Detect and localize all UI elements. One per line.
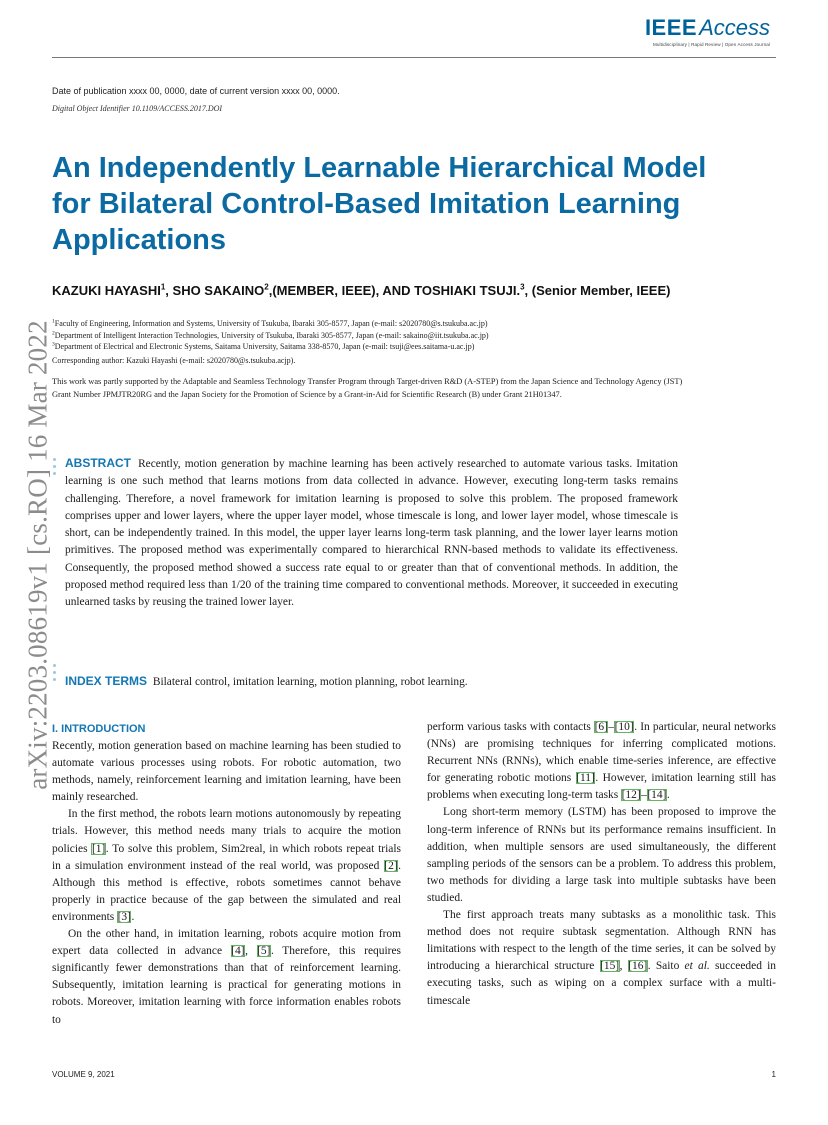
index-terms-dots-decoration: [53, 664, 56, 685]
footer-volume: VOLUME 9, 2021: [52, 1070, 115, 1079]
header-rule: [52, 57, 776, 58]
journal-masthead: [630, 16, 770, 47]
abstract-dots-decoration: [53, 458, 56, 479]
section-heading-introduction: I. INTRODUCTION: [52, 723, 146, 735]
index-terms-text: Bilateral control, imitation learning, motion planning, robot learning.: [152, 676, 468, 688]
doi: Digital Object Identifier 10.1109/ACCESS.2017.DOI: [52, 104, 223, 113]
citation-link[interactable]: [3]: [117, 910, 131, 923]
footer-page-number: 1: [771, 1070, 776, 1079]
paragraph: On the other hand, in imitation learning, robots acquire motion from expert data collected in advance [4], [5]. Therefore, this requires significantly fewer demonstrations than that of reinforcement learning. Subsequently, imitation learning is practical for generating motions in robots. Moreover, imitation learning with force information enables robots to: [52, 928, 401, 1026]
publication-date: Date of publication xxxx 00, 0000, date of current version xxxx 00, 0000.: [52, 86, 340, 96]
journal-tagline: Multidisciplinary | Rapid Review | Open Access Journal: [652, 42, 770, 47]
citation-link[interactable]: [4]: [231, 945, 245, 958]
citation-link[interactable]: [2]: [384, 859, 398, 872]
citation-link[interactable]: [16]: [628, 960, 648, 973]
index-terms-heading: INDEX TERMS: [65, 674, 148, 688]
corresponding-author: Corresponding author: Kazuki Hayashi (e-mail: s2020780@s.tsukuba.acjp).: [52, 356, 296, 365]
paragraph: Long short-term memory (LSTM) has been proposed to improve the long-term inference of RNNs but its performance remains insufficient. In addition, when multiple sensors are used simultaneously, the different sampling periods of the sensors can be a problem. To address this problem, two methods for dividing a large task into multiple subtasks have been studied.: [427, 806, 776, 904]
index-terms: [65, 673, 678, 691]
citation-link[interactable]: [5]: [257, 945, 271, 958]
affiliation-1: $^1$Faculty of Engineering, Information and Systems, University of Tsukuba, Ibaraki 305-8577, Japan (e-mail: s2020780@s.tsukuba.ac.jp): [52, 318, 488, 328]
paragraph: In the first method, the robots learn motions autonomously by repeating trials. However, this method needs many trials to acquire the motion policies [1]. To solve this problem, Sim2real, in which robots repeat trials in a simulation environment instead of the real world, was proposed [2]. Although this method is effective, robots sometimes cannot behave properly in practice because of the gap between the simulated and real environments [3].: [52, 808, 401, 923]
abstract: [65, 455, 678, 611]
citation-link[interactable]: [15]: [600, 960, 620, 973]
paragraph: Recently, motion generation based on machine learning has been studied to automate various processes using robots. For robotic automation, two methods, namely, reinforcement learning and imitation learning, have been mainly researched.: [52, 740, 401, 804]
affiliations: [52, 318, 732, 353]
paragraph: The first approach treats many subtasks as a monolithic task. This method does not require subtask segmentation. Although RNN has limitations with respect to the length of the time series, it can be solved by introducing a hierarchical structure [15], [16]. Saito et al. succeeded in executing tasks, such as wiping on a complex surface with a multi-timescale: [427, 909, 777, 1007]
arxiv-stamp-text: arXiv:2203.08619v1 [cs.RO] 16 Mar 2022: [22, 320, 53, 790]
affiliation-3: $^3$Department of Electrical and Electronic Systems, Saitama University, Saitama 338-8570, Japan (e-mail: tsuji@ees.saitama-u.ac.jp): [52, 341, 475, 351]
paper-title: An Independently Learnable Hierarchical Model for Bilateral Control-Based Imitation Learning Applications: [52, 152, 707, 256]
citation-link[interactable]: [10]: [614, 721, 634, 733]
paragraph: perform various tasks with contacts [6]–[10]. In particular, neural networks (NNs) are promising techniques for inferring complicated motions. Recurrent NNs (RNNs), which enable time-series inference, are effective for generating robotic motions [11]. However, imitation learning still has problems when executing long-term tasks [12]–[14].: [427, 721, 776, 802]
journal-logo: IEEEAccess: [644, 15, 770, 40]
body-column-right: [427, 719, 776, 1010]
citation-link[interactable]: [1]: [91, 842, 106, 855]
citation-link[interactable]: [14]: [647, 789, 667, 802]
author-list: KAZUKI HAYASHI$^1$, SHO SAKAINO$^2$,(MEMBER, IEEE), AND TOSHIAKI TSUJI.$^3$, (Senior Member, IEEE): [52, 282, 671, 298]
citation-link[interactable]: [11]: [576, 772, 595, 785]
affiliation-2: $^2$Department of Intelligent Interaction Technologies, University of Tsukuba, Ibaraki 305-8577, Japan (e-mail: sakaino@iit.tsukuba.ac.jp): [52, 329, 489, 340]
abstract-text: Recently, motion generation by machine learning has been actively researched to automate various tasks. Imitation learning is one such method that learns motions from data collected in advance. However, executing long-term tasks remains challenging. Therefore, a novel framework for imitation learning is proposed to solve this problem. The proposed framework comprises upper and lower layers, where the upper layer model, whose timescale is long, and lower layer model, whose timescale is short, can be independently trained. In this model, the upper layer learns long-term task planning, and the lower layer learns motion primitives. The proposed method was experimentally compared to hierarchical RNN-based methods to validate its effectiveness. Consequently, the proposed method showed a success rate equal to or greater than that of conventional methods. In addition, the proposed method required less than 1/20 of the training time compared to conventional methods. Moreover, it succeeded in executing unlearned tasks by reusing the trained lower layer.: [65, 458, 678, 608]
abstract-heading: ABSTRACT: [65, 456, 131, 470]
citation-link[interactable]: [12]: [621, 789, 641, 802]
funding-note: This work was partly supported by the Adaptable and Seamless Technology Transfer Program through Target-driven R&D (A-STEP) from the Japan Science and Technology Agency (JST) Grant Number JPMJTR20RG and the Japan Society for the Promotion of Science by a Grant-in-Aid for Scientific Research (B) under Grant 21H01347.: [52, 377, 683, 399]
arxiv-stamp: [21, 290, 55, 820]
citation-link[interactable]: [6]: [594, 721, 608, 733]
body-column-left: [52, 719, 401, 1029]
